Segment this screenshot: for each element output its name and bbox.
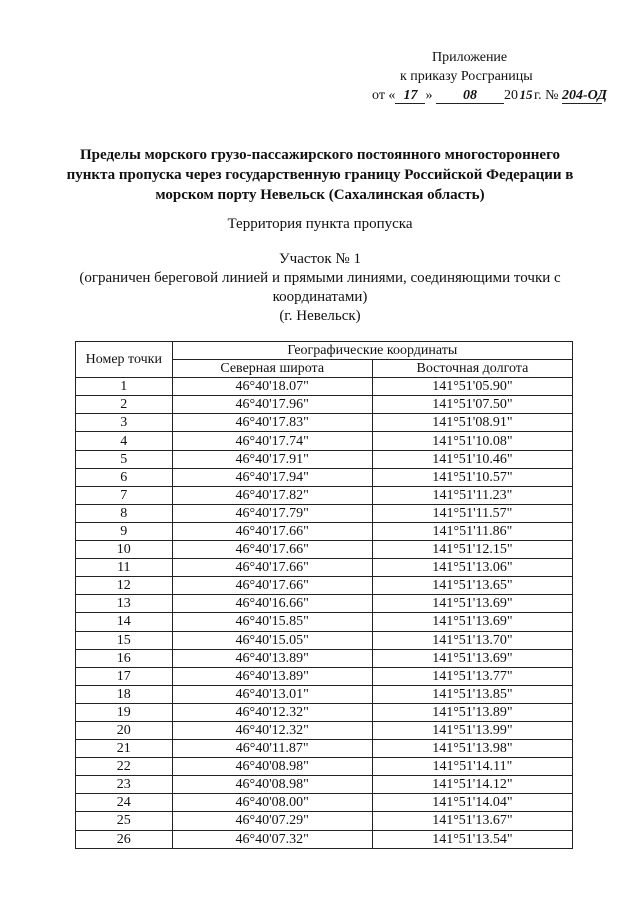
table-row bbox=[76, 812, 573, 830]
longitude-cell: 141°51'13.67" bbox=[372, 812, 572, 830]
table-row bbox=[76, 541, 573, 559]
table-row bbox=[76, 450, 573, 468]
handwritten-year: 15 bbox=[519, 87, 533, 102]
document-title bbox=[60, 145, 580, 205]
table-row bbox=[76, 595, 573, 613]
year-prefix: 20 bbox=[503, 88, 518, 103]
point-number-cell: 25 bbox=[76, 812, 173, 830]
table-row bbox=[76, 504, 573, 522]
plot-description bbox=[60, 250, 580, 326]
longitude-cell: 141°51'13.69" bbox=[372, 649, 572, 667]
longitude-cell: 141°51'05.90" bbox=[372, 378, 572, 396]
point-number-cell: 9 bbox=[76, 522, 173, 540]
longitude-cell: 141°51'13.77" bbox=[372, 667, 572, 685]
point-number-cell: 22 bbox=[76, 758, 173, 776]
latitude-cell: 46°40'08.98" bbox=[172, 758, 372, 776]
point-number-cell: 23 bbox=[76, 776, 173, 794]
longitude-cell: 141°51'14.11" bbox=[372, 758, 572, 776]
longitude-cell: 141°51'08.91" bbox=[372, 414, 572, 432]
latitude-cell: 46°40'13.89" bbox=[172, 649, 372, 667]
latitude-cell: 46°40'16.66" bbox=[172, 595, 372, 613]
longitude-cell: 141°51'13.98" bbox=[372, 740, 572, 758]
table-row bbox=[76, 486, 573, 504]
table-row bbox=[76, 667, 573, 685]
plot-heading: Участок № 1 bbox=[279, 251, 361, 267]
longitude-cell: 141°51'10.08" bbox=[372, 432, 572, 450]
table-row bbox=[76, 721, 573, 739]
longitude-cell: 141°51'14.04" bbox=[372, 794, 572, 812]
plot-description-line-1: (ограничен береговой линией и прямыми линиями, соединяющими точки с bbox=[79, 270, 561, 286]
latitude-cell: 46°40'17.66" bbox=[172, 541, 372, 559]
point-number-cell: 1 bbox=[76, 378, 173, 396]
latitude-cell: 46°40'17.66" bbox=[172, 522, 372, 540]
point-number-cell: 11 bbox=[76, 559, 173, 577]
longitude-cell: 141°51'13.99" bbox=[372, 721, 572, 739]
point-number-cell: 4 bbox=[76, 432, 173, 450]
table-row bbox=[76, 685, 573, 703]
point-number-cell: 5 bbox=[76, 450, 173, 468]
order-reference: к приказу Росграницы bbox=[400, 69, 533, 84]
latitude-cell: 46°40'11.87" bbox=[172, 740, 372, 758]
latitude-cell: 46°40'08.00" bbox=[172, 794, 372, 812]
point-number-cell: 17 bbox=[76, 667, 173, 685]
appendix-header bbox=[360, 48, 607, 105]
longitude-cell: 141°51'10.57" bbox=[372, 468, 572, 486]
year-suffix: г. № bbox=[533, 88, 559, 103]
point-number-cell: 3 bbox=[76, 414, 173, 432]
title-line-3: морском порту Невельск (Сахалинская область) bbox=[155, 187, 485, 203]
point-number-cell: 21 bbox=[76, 740, 173, 758]
latitude-cell: 46°40'12.32" bbox=[172, 721, 372, 739]
point-number-cell: 15 bbox=[76, 631, 173, 649]
latitude-cell: 46°40'18.07" bbox=[172, 378, 372, 396]
table-row bbox=[76, 830, 573, 848]
point-number-cell: 18 bbox=[76, 685, 173, 703]
latitude-cell: 46°40'15.85" bbox=[172, 613, 372, 631]
table-row bbox=[76, 613, 573, 631]
table-row bbox=[76, 559, 573, 577]
table-row bbox=[76, 794, 573, 812]
from-label: от « bbox=[372, 88, 396, 103]
handwritten-month: 08 bbox=[436, 89, 504, 104]
latitude-cell: 46°40'17.83" bbox=[172, 414, 372, 432]
title-line-1: Пределы морского грузо-пассажирского постоянного многостороннего bbox=[79, 147, 561, 163]
handwritten-day: 17 bbox=[395, 89, 425, 104]
longitude-cell: 141°51'13.06" bbox=[372, 559, 572, 577]
header-east-longitude: Восточная долгота bbox=[372, 360, 572, 378]
longitude-cell: 141°51'11.23" bbox=[372, 486, 572, 504]
header-geo-coordinates: Географические координаты bbox=[172, 342, 572, 360]
longitude-cell: 141°51'11.86" bbox=[372, 522, 572, 540]
latitude-cell: 46°40'17.66" bbox=[172, 577, 372, 595]
plot-location: (г. Невельск) bbox=[279, 308, 361, 324]
latitude-cell: 46°40'17.94" bbox=[172, 468, 372, 486]
longitude-cell: 141°51'13.70" bbox=[372, 631, 572, 649]
coordinates-table-body bbox=[76, 378, 573, 848]
latitude-cell: 46°40'17.91" bbox=[172, 450, 372, 468]
latitude-cell: 46°40'15.05" bbox=[172, 631, 372, 649]
latitude-cell: 46°40'07.32" bbox=[172, 830, 372, 848]
table-row bbox=[76, 740, 573, 758]
table-row bbox=[76, 649, 573, 667]
date-separator: » bbox=[425, 88, 433, 103]
longitude-cell: 141°51'11.57" bbox=[372, 504, 572, 522]
latitude-cell: 46°40'08.98" bbox=[172, 776, 372, 794]
point-number-cell: 14 bbox=[76, 613, 173, 631]
table-row bbox=[76, 776, 573, 794]
point-number-cell: 8 bbox=[76, 504, 173, 522]
appendix-label: Приложение bbox=[432, 50, 508, 65]
table-row bbox=[76, 703, 573, 721]
longitude-cell: 141°51'13.69" bbox=[372, 595, 572, 613]
longitude-cell: 141°51'12.15" bbox=[372, 541, 572, 559]
point-number-cell: 24 bbox=[76, 794, 173, 812]
longitude-cell: 141°51'13.54" bbox=[372, 830, 572, 848]
longitude-cell: 141°51'13.85" bbox=[372, 685, 572, 703]
point-number-cell: 10 bbox=[76, 541, 173, 559]
point-number-cell: 12 bbox=[76, 577, 173, 595]
latitude-cell: 46°40'17.79" bbox=[172, 504, 372, 522]
longitude-cell: 141°51'13.89" bbox=[372, 703, 572, 721]
title-line-2: пункта пропуска через государственную границу Российской Федерации в bbox=[66, 167, 574, 183]
latitude-cell: 46°40'12.32" bbox=[172, 703, 372, 721]
longitude-cell: 141°51'13.65" bbox=[372, 577, 572, 595]
table-row bbox=[76, 414, 573, 432]
point-number-cell: 6 bbox=[76, 468, 173, 486]
plot-description-line-2: координатами) bbox=[272, 289, 368, 305]
longitude-cell: 141°51'10.46" bbox=[372, 450, 572, 468]
table-row bbox=[76, 522, 573, 540]
header-north-latitude: Северная широта bbox=[172, 360, 372, 378]
latitude-cell: 46°40'07.29" bbox=[172, 812, 372, 830]
table-row bbox=[76, 758, 573, 776]
table-row bbox=[76, 577, 573, 595]
latitude-cell: 46°40'17.74" bbox=[172, 432, 372, 450]
section-subtitle: Территория пункта пропуска bbox=[227, 216, 413, 232]
longitude-cell: 141°51'14.12" bbox=[372, 776, 572, 794]
latitude-cell: 46°40'17.66" bbox=[172, 559, 372, 577]
point-number-cell: 19 bbox=[76, 703, 173, 721]
point-number-cell: 2 bbox=[76, 396, 173, 414]
longitude-cell: 141°51'13.69" bbox=[372, 613, 572, 631]
table-row bbox=[76, 378, 573, 396]
handwritten-order-number: 204-ОД bbox=[561, 88, 607, 103]
latitude-cell: 46°40'17.96" bbox=[172, 396, 372, 414]
table-row bbox=[76, 468, 573, 486]
table-row bbox=[76, 432, 573, 450]
latitude-cell: 46°40'13.01" bbox=[172, 685, 372, 703]
table-row bbox=[76, 396, 573, 414]
point-number-cell: 13 bbox=[76, 595, 173, 613]
point-number-cell: 26 bbox=[76, 830, 173, 848]
latitude-cell: 46°40'13.89" bbox=[172, 667, 372, 685]
point-number-cell: 16 bbox=[76, 649, 173, 667]
longitude-cell: 141°51'07.50" bbox=[372, 396, 572, 414]
header-point-number: Номер точки bbox=[76, 342, 173, 378]
latitude-cell: 46°40'17.82" bbox=[172, 486, 372, 504]
coordinates-table bbox=[75, 341, 573, 849]
point-number-cell: 20 bbox=[76, 721, 173, 739]
order-date-number bbox=[360, 86, 607, 105]
table-row bbox=[76, 631, 573, 649]
point-number-cell: 7 bbox=[76, 486, 173, 504]
